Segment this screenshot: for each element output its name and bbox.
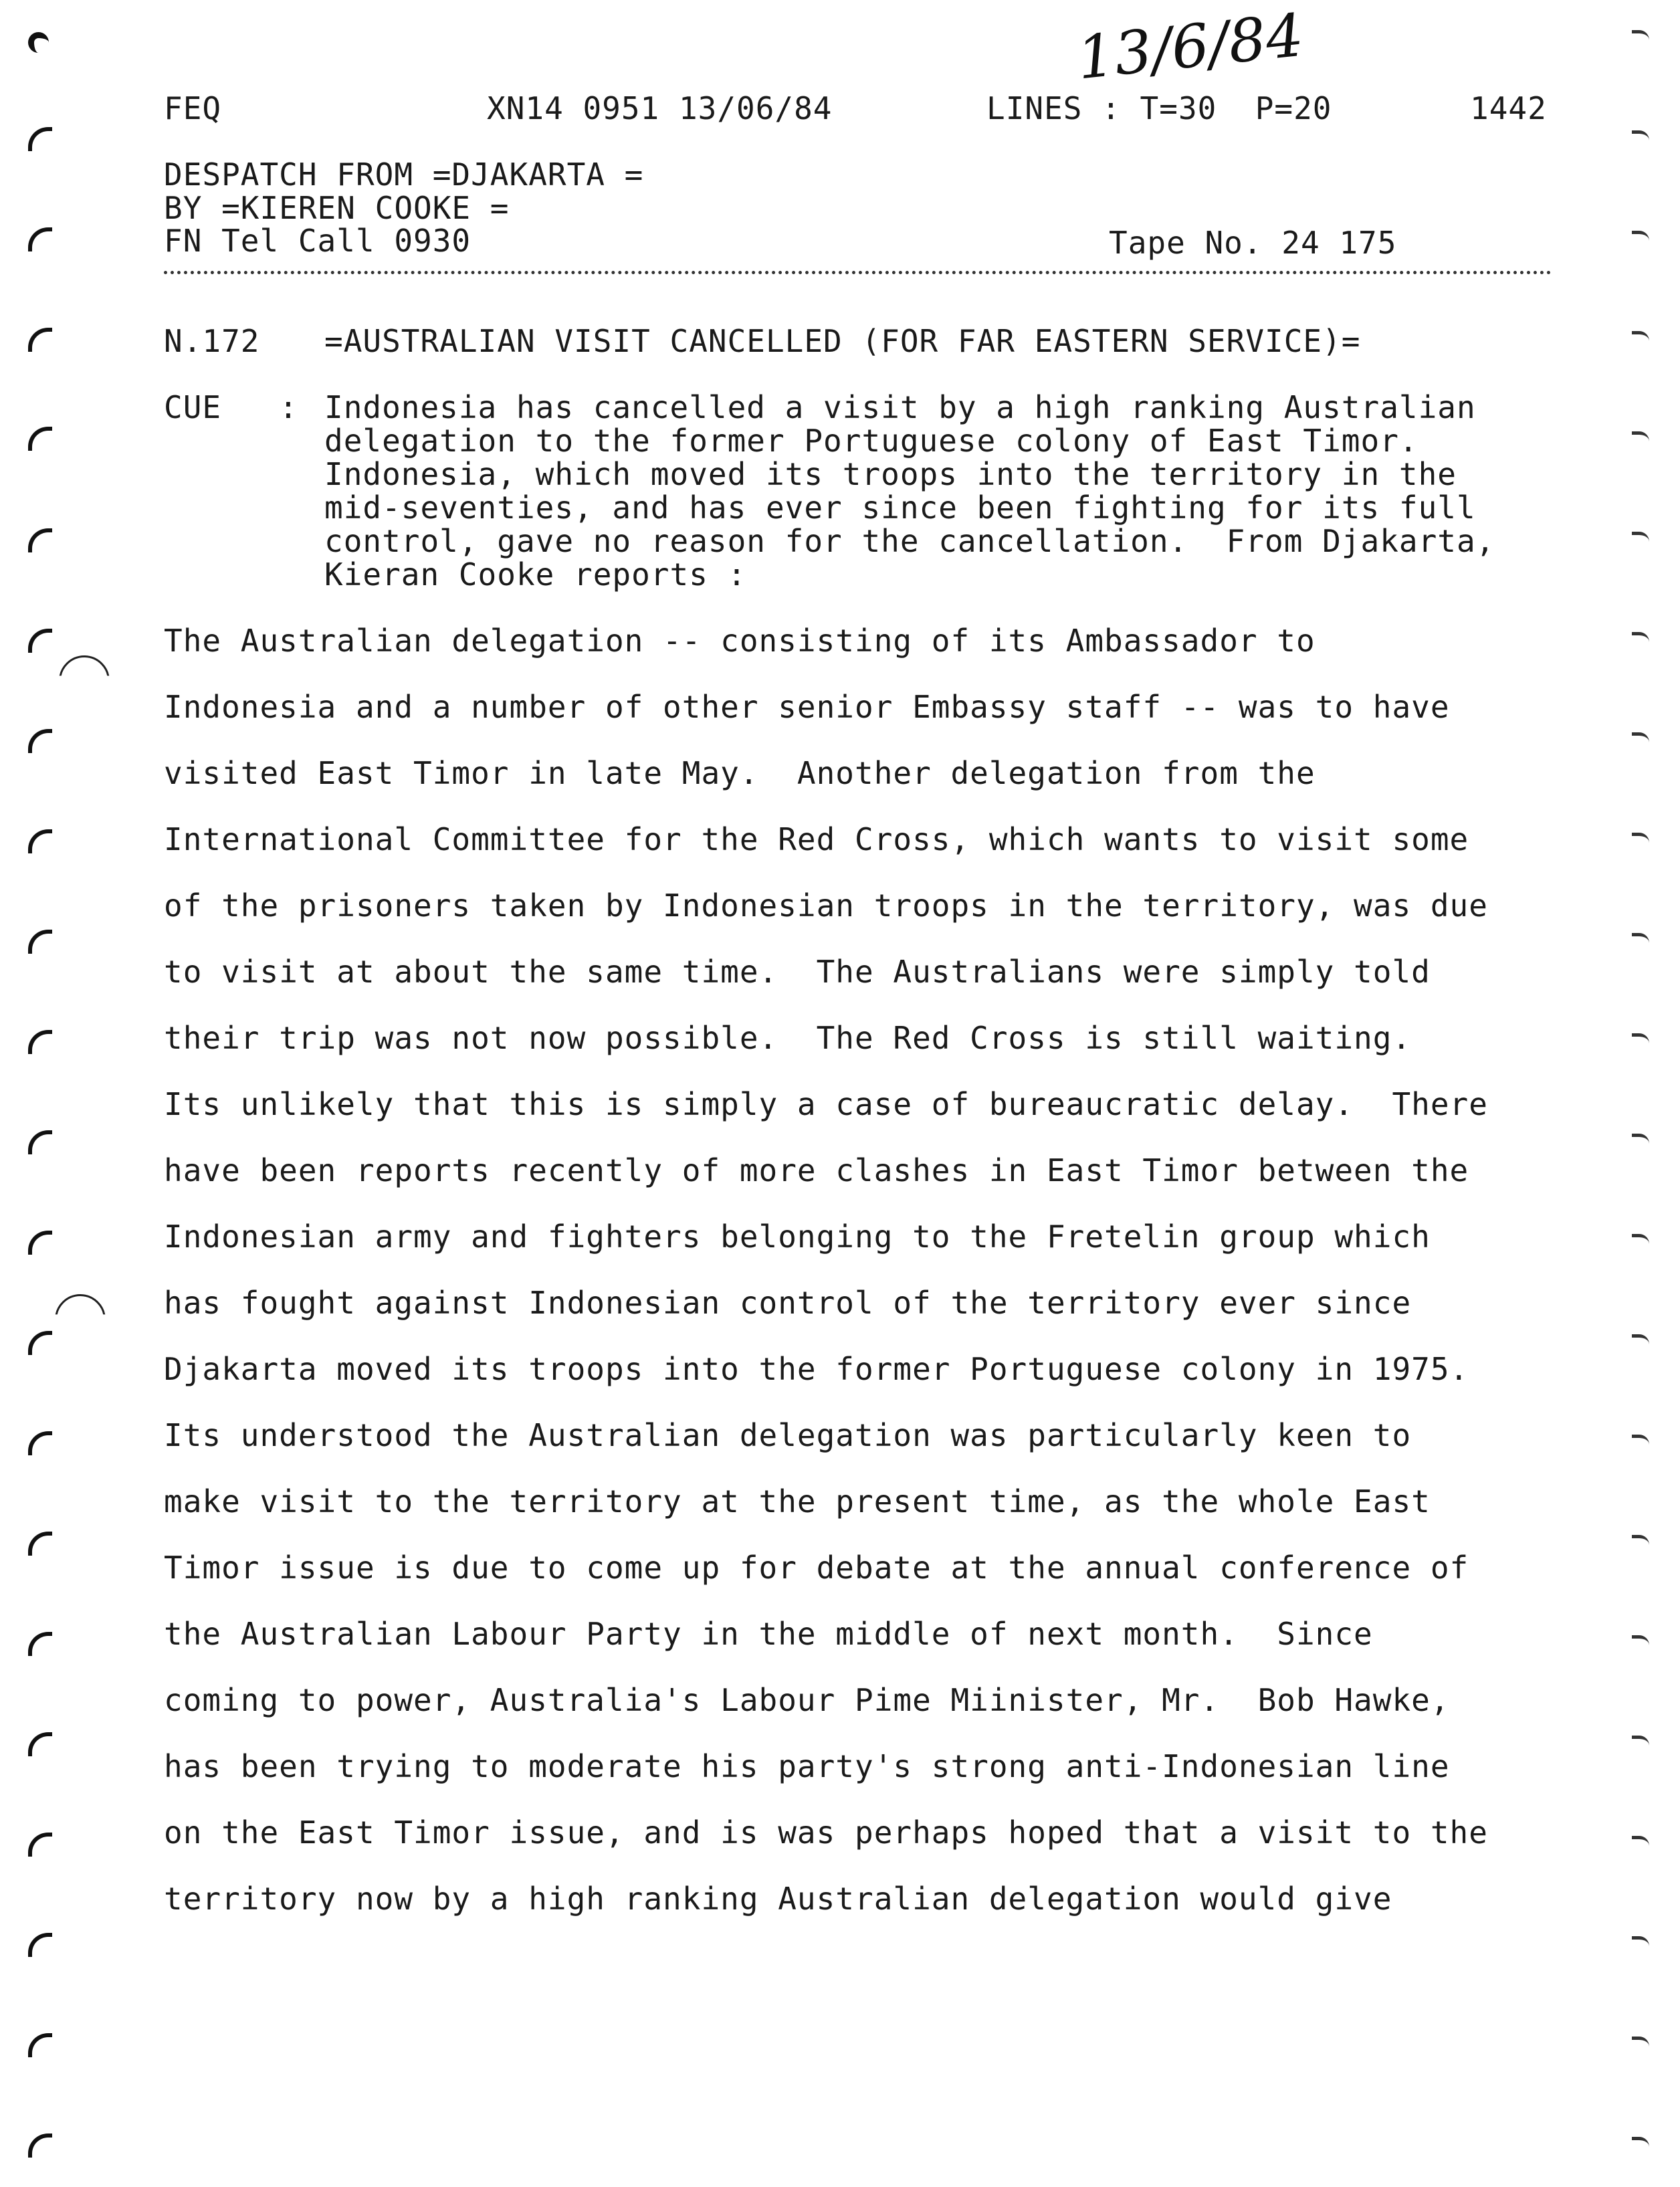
punch-hole-icon: [1632, 1234, 1649, 1244]
header-code: FEQ: [164, 90, 222, 126]
cue-line: Indonesia has cancelled a visit by a high ranking Australian: [324, 389, 1476, 425]
punch-hole-icon: [28, 2133, 52, 2158]
body-line: coming to power, Australia's Labour Pime Miinister, Mr. Bob Hawke,: [164, 1682, 1450, 1718]
body-line: International Committee for the Red Cross, which wants to visit some: [164, 821, 1469, 857]
handwritten-date: 13/6/84: [1073, 0, 1307, 93]
telephone-call: FN Tel Call 0930: [164, 223, 471, 259]
punch-hole-icon: [28, 227, 52, 251]
punch-hole-icon: [1632, 1134, 1649, 1144]
body-line: has fought against Indonesian control of the territory ever since: [164, 1285, 1412, 1321]
header-line-count: LINES : T=30 P=20: [986, 90, 1332, 126]
cue-line: control, gave no reason for the cancellation. From Djakarta,: [324, 523, 1495, 559]
punch-hole-icon: [1632, 130, 1649, 140]
body-line: Its unlikely that this is simply a case of bureaucratic delay. There: [164, 1086, 1488, 1122]
punch-hole-icon: [28, 729, 52, 753]
body-line: of the prisoners taken by Indonesian troops in the territory, was due: [164, 888, 1488, 924]
punch-hole-icon: [1632, 331, 1649, 341]
body-line: make visit to the territory at the present time, as the whole East: [164, 1483, 1431, 1520]
cue-line: mid-seventies, and has ever since been fighting for its full: [324, 490, 1476, 526]
punch-hole-icon: [28, 629, 52, 653]
body-line: visited East Timor in late May. Another delegation from the: [164, 755, 1316, 791]
cue-line: Kieran Cooke reports :: [324, 556, 747, 593]
punch-hole-icon: [1632, 532, 1649, 542]
punch-hole-icon: [1632, 1736, 1649, 1746]
punch-hole-icon: [1632, 2137, 1649, 2147]
punch-hole-icon: [28, 829, 52, 853]
story-number: N.172: [164, 323, 260, 359]
body-line: Indonesian army and fighters belonging to the Fretelin group which: [164, 1219, 1431, 1255]
punch-hole-icon: [28, 1431, 52, 1455]
punch-hole-icon: [1632, 231, 1649, 241]
punch-hole-icon: [28, 528, 52, 552]
punch-hole-icon: [1632, 933, 1649, 943]
body-line: The Australian delegation -- consisting of its Ambassador to: [164, 623, 1316, 659]
punch-hole-icon: [1632, 632, 1649, 642]
header-reference: XN14 0951 13/06/84: [487, 90, 833, 126]
header-number: 1442: [1470, 90, 1547, 126]
punch-hole-icon: [28, 1331, 52, 1355]
punch-hole-icon: [1632, 1535, 1649, 1545]
punch-hole-icon: [1632, 1033, 1649, 1043]
punch-hole-icon: [28, 328, 52, 352]
punch-hole-icon: [1632, 30, 1649, 40]
punch-hole-icon: [1632, 431, 1649, 441]
margin-arc-mark: [55, 1294, 106, 1345]
tape-number: Tape No. 24 175: [1109, 225, 1397, 261]
punch-hole-icon: [28, 1732, 52, 1756]
punch-hole-icon: [28, 2033, 52, 2057]
punch-hole-icon: [28, 1933, 52, 1957]
punch-hole-icon: [1632, 1435, 1649, 1445]
punch-hole-icon: [1632, 833, 1649, 843]
punch-hole-icon: [28, 127, 52, 151]
byline: BY =KIEREN COOKE =: [164, 190, 510, 226]
punch-hole-icon: [1632, 1635, 1649, 1645]
punch-hole-icon: [28, 427, 52, 451]
despatch-from: DESPATCH FROM =DJAKARTA =: [164, 157, 644, 193]
body-line: Its understood the Australian delegation was particularly keen to: [164, 1417, 1412, 1453]
cue-line: Indonesia, which moved its troops into the territory in the: [324, 456, 1457, 492]
body-line: the Australian Labour Party in the middle of next month. Since: [164, 1616, 1373, 1652]
cue-label: CUE :: [164, 389, 298, 425]
body-line: Indonesia and a number of other senior Embassy staff -- was to have: [164, 689, 1450, 725]
punch-hole-icon: [28, 1833, 52, 1857]
punch-hole-icon: [1632, 1936, 1649, 1946]
body-line: territory now by a high ranking Australian delegation would give: [164, 1881, 1392, 1917]
body-line: Djakarta moved its troops into the former Portuguese colony in 1975.: [164, 1351, 1469, 1387]
body-line: has been trying to moderate his party's strong anti-Indonesian line: [164, 1748, 1450, 1784]
story-title: =AUSTRALIAN VISIT CANCELLED (FOR FAR EASTERN SERVICE)=: [324, 323, 1361, 359]
body-line: on the East Timor issue, and is was perhaps hoped that a visit to the: [164, 1814, 1488, 1851]
punch-hole-icon: [1632, 2037, 1649, 2047]
punch-hole-icon: [28, 930, 52, 954]
body-line: to visit at about the same time. The Australians were simply told: [164, 954, 1431, 990]
punch-hole-icon: [28, 1632, 52, 1656]
body-line: Timor issue is due to come up for debate at the annual conference of: [164, 1550, 1469, 1586]
punch-hole-icon: [28, 1130, 52, 1154]
punch-hole-icon: [1632, 1334, 1649, 1344]
header-divider: [164, 271, 1552, 274]
margin-arc-mark: [59, 655, 110, 706]
punch-hole-icon: [28, 1030, 52, 1054]
body-line: their trip was not now possible. The Red Cross is still waiting.: [164, 1020, 1412, 1056]
punch-hole-icon: [28, 32, 49, 53]
punch-hole-icon: [1632, 732, 1649, 742]
punch-hole-icon: [28, 1532, 52, 1556]
punch-hole-icon: [28, 1231, 52, 1255]
punch-hole-icon: [1632, 1836, 1649, 1846]
body-line: have been reports recently of more clashes in East Timor between the: [164, 1152, 1469, 1188]
cue-line: delegation to the former Portuguese colony of East Timor.: [324, 423, 1419, 459]
